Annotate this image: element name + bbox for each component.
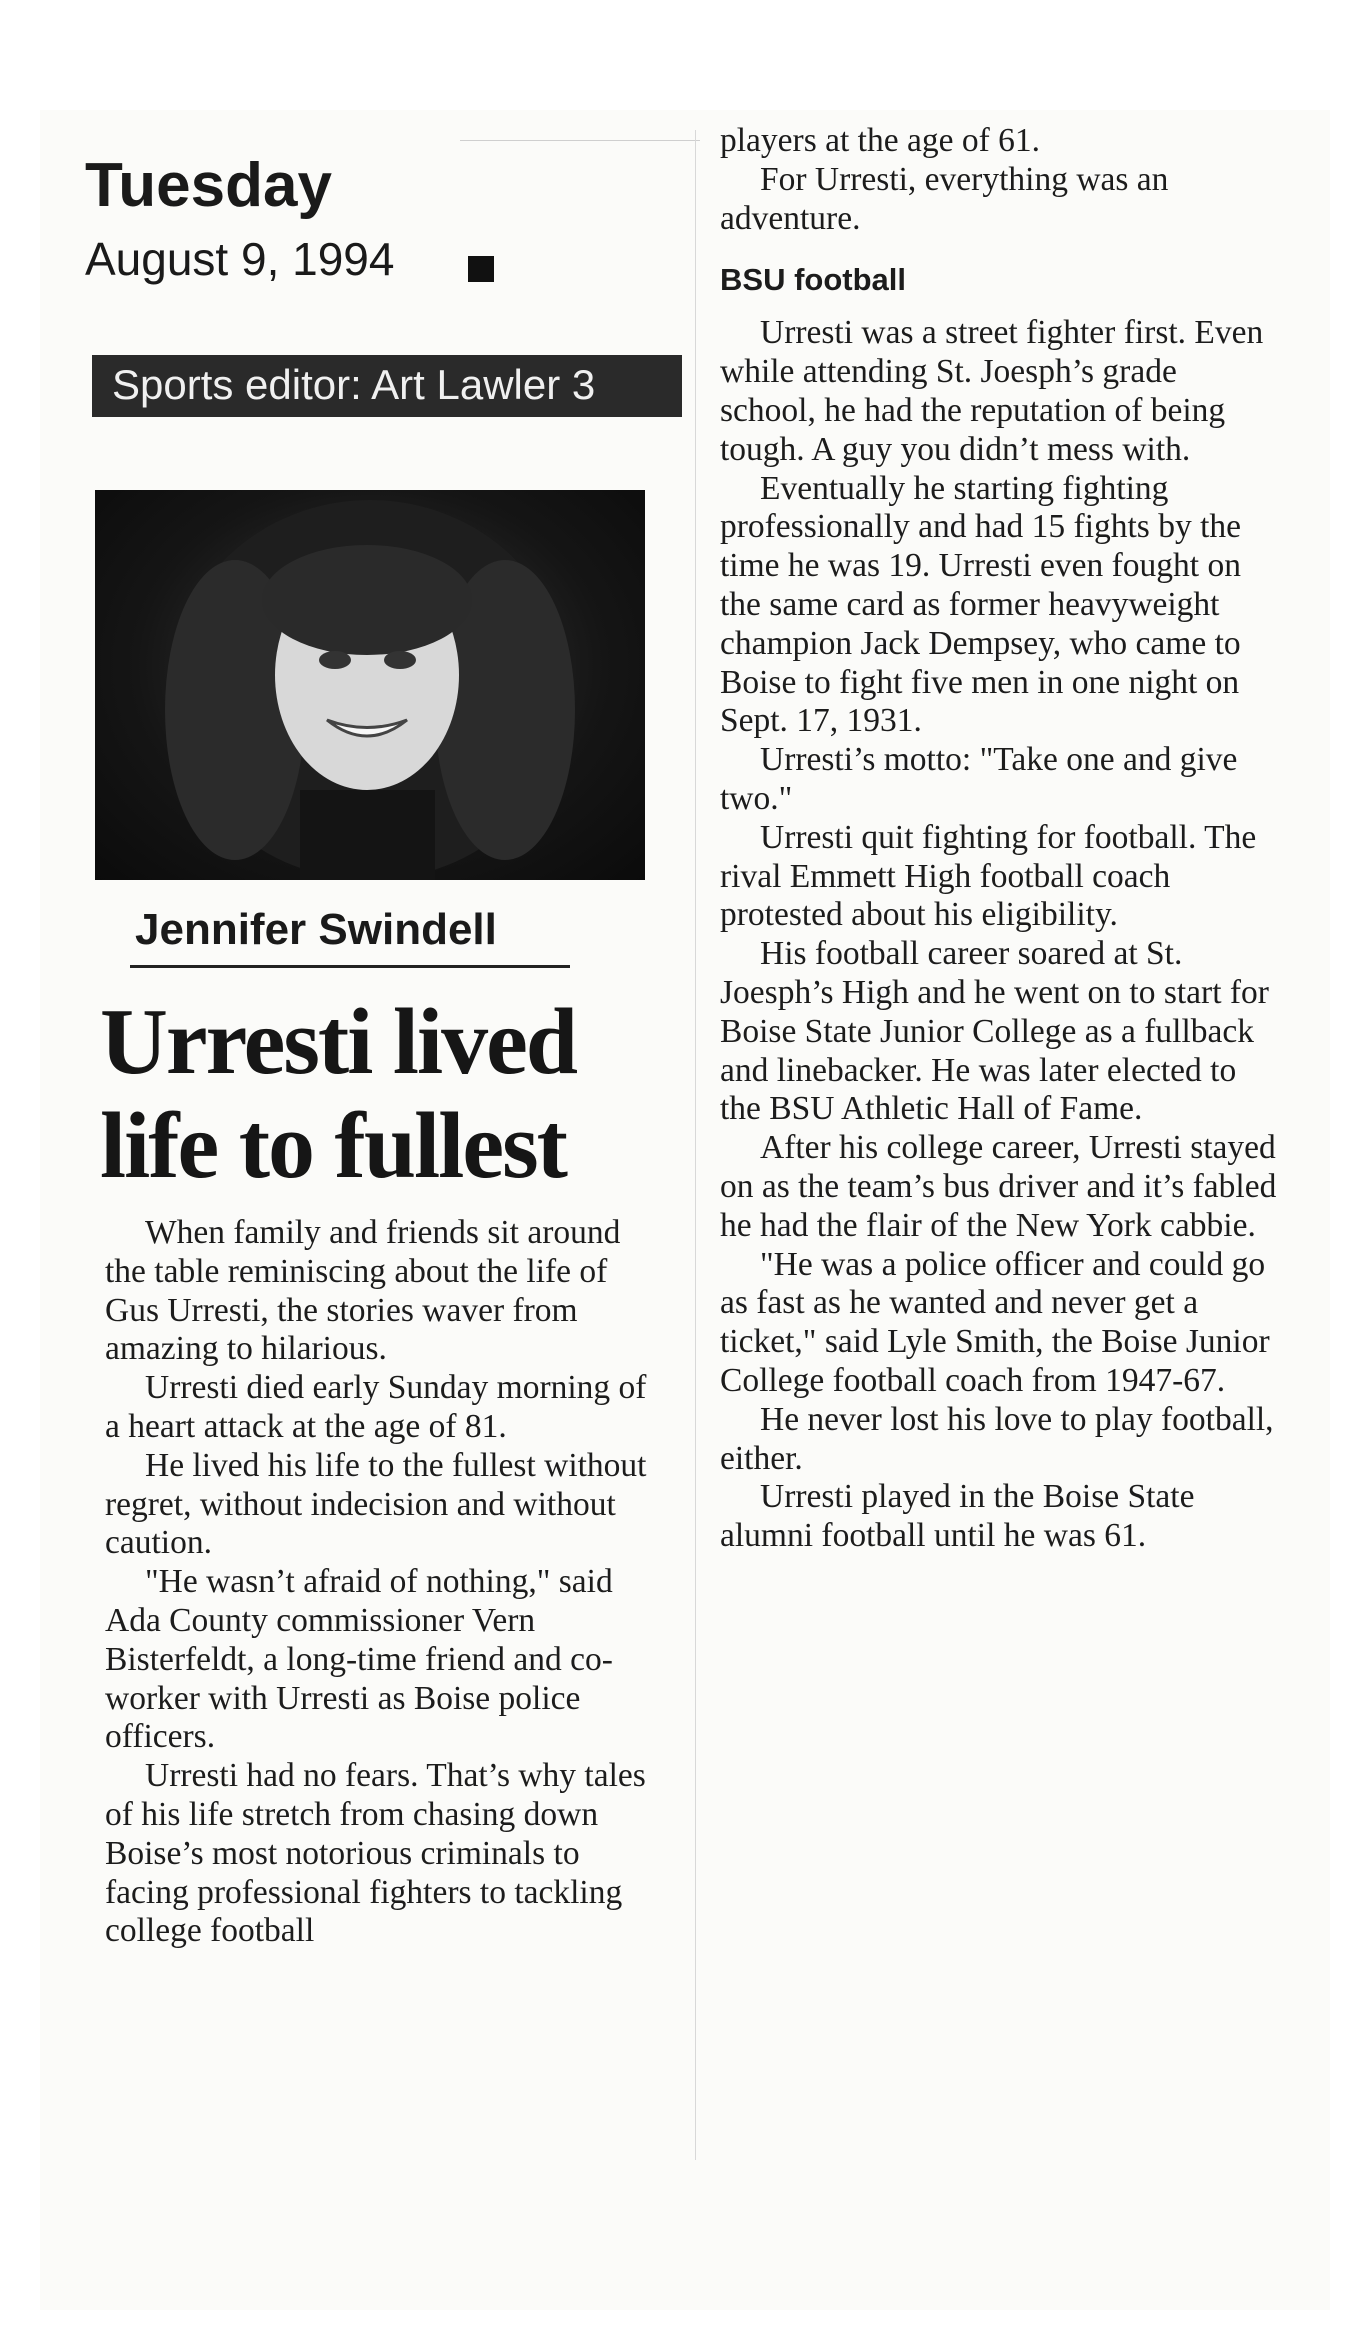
paragraph: He lived his life to the fullest without regret, without indecision and without caution. [105, 1446, 647, 1562]
byline: Jennifer Swindell [135, 905, 497, 954]
paragraph: Urresti played in the Boise State alumni football until he was 61. [720, 1478, 1195, 1555]
paragraph: Urresti was a street fighter first. Even while attending St. Joesph’s grade school, he had the reputation of being tough. A guy you didn’t mess with. [720, 314, 1264, 468]
sports-editor-label: Sports editor: Art Lawler 3 [112, 361, 596, 408]
paragraph: Urresti’s motto: "Take one and give two." [720, 741, 1238, 817]
subhead: BSU football [720, 262, 906, 298]
byline-rule [130, 965, 570, 968]
paragraph: Eventually he starting fighting professionally and had 15 fights by the time he was 19. Urresti even fought on the same card as former heavyweight champion Jack Dempsey, who came to Boise to fight five men in one night on Sept. 17, 1931. [720, 469, 1242, 740]
left-column [105, 1214, 665, 1951]
paragraph: "He wasn’t afraid of nothing," said Ada County commissioner Vern Bisterfeldt, a long-time friend and co-worker with Urresti as Boise police officers. [105, 1563, 613, 1756]
author-photo [95, 490, 645, 880]
square-bullet-icon [468, 256, 494, 282]
paragraph: players at the age of 61. [720, 122, 1040, 159]
paragraph: For Urresti, everything was an adventure. [720, 160, 1169, 237]
headline: Urresti lived life to fullest [100, 990, 577, 1198]
masthead-day: Tuesday [85, 151, 332, 220]
right-column [720, 122, 1280, 1556]
paragraph: After his college career, Urresti stayed on as the team’s bus driver and it’s fabled he had the flair of the New York cabbie. [720, 1129, 1277, 1244]
masthead-date: August 9, 1994 [85, 233, 395, 285]
paragraph: Urresti had no fears. That’s why tales of his life stretch from chasing down Boise’s most notorious criminals to facing professional fighters to tackling college football [105, 1757, 646, 1950]
sports-editor-bar [92, 355, 682, 417]
paragraph: He never lost his love to play football, either. [720, 1400, 1274, 1477]
paragraph: "He was a police officer and could go as fast as he wanted and never get a ticket," said Lyle Smith, the Boise Junior College football coach from 1947-67. [720, 1245, 1270, 1399]
column-divider [695, 130, 696, 2160]
paragraph: Urresti quit fighting for football. The rival Emmett High football coach protested about his eligibility. [720, 818, 1257, 934]
paragraph: When family and friends sit around the table reminiscing about the life of Gus Urresti, the stories waver from amazing to hilarious. [105, 1214, 621, 1368]
paragraph: Urresti died early Sunday morning of a heart attack at the age of 81. [105, 1369, 647, 1445]
portrait-image [95, 490, 645, 880]
masthead-rule [460, 140, 700, 141]
paragraph: His football career soared at St. Joesph’s High and he went on to start for Boise State Junior College as a fullback and linebacker. He was later elected to the BSU Athletic Hall of Fame. [720, 935, 1269, 1128]
